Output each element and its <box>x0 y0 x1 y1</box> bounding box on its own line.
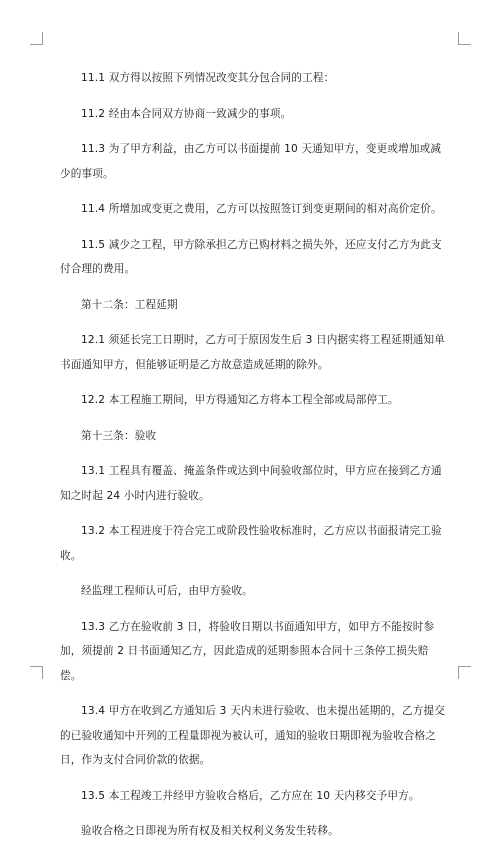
crop-mark-top-left <box>30 32 43 45</box>
clause-11-2: 11.2 经由本合同双方协商一致减少的事项。 <box>81 107 292 120</box>
article-13-heading: 第十三条：验收 <box>81 429 157 442</box>
clause-13-4: 13.4 甲方在收到乙方通知后 3 天内未进行验收、也未提出延期的，乙方提交的已验收通知中开列的工程量即视为被认可，通知的验收日期即视为验收合格之日，作为支付合同价款的依据。 <box>60 705 445 766</box>
crop-mark-bottom-right <box>458 666 471 679</box>
article-12-heading: 第十二条：工程延期 <box>81 298 178 311</box>
clause-13-5-note: 验收合格之日即视为所有权及相关权利义务发生转移。 <box>81 825 339 837</box>
clause-11-5: 11.5 减少之工程，甲方除承担乙方已购材料之损失外，还应支付乙方为此支付合理的费用。 <box>60 238 442 275</box>
document-body <box>60 66 448 855</box>
clause-12-2: 12.2 本工程施工期间，甲方得通知乙方将本工程全部或局部停工。 <box>81 394 399 406</box>
clause-11-1: 11.1 双方得以按照下列情况改变其分包合同的工程： <box>81 72 335 84</box>
clause-13-2-note: 经监理工程师认可后，由甲方验收。 <box>81 585 253 597</box>
clause-13-3: 13.3 乙方在验收前 3 日，将验收日期以书面通知甲方，如甲方不能按时参加，须提前 2 日书面通知乙方，因此造成的延期参照本合同十三条停工损失赔偿。 <box>60 620 435 682</box>
clause-13-5: 13.5 本工程竣工并经甲方验收合格后，乙方应在 10 天内移交予甲方。 <box>81 789 420 802</box>
clause-11-4: 11.4 所增加或变更之费用，乙方可以按照签订到变更期间的相对高价定价。 <box>81 203 442 215</box>
crop-mark-bottom-left <box>30 666 43 679</box>
crop-mark-top-right <box>458 32 471 45</box>
clause-13-2: 13.2 本工程进度于符合完工或阶段性验收标准时，乙方应以书面报请完工验收。 <box>60 525 442 562</box>
clause-13-1: 13.1 工程具有覆盖、掩盖条件或达到中间验收部位时，甲方应在接到乙方通知之时起 24 小时内进行验收。 <box>60 465 442 502</box>
clause-11-3: 11.3 为了甲方利益，由乙方可以书面提前 10 天通知甲方，变更或增加或减少的事项。 <box>60 143 442 180</box>
clause-12-1: 12.1 须延长完工日期时，乙方可于原因发生后 3 日内据实将工程延期通知单书面通知甲方，但能够证明是乙方故意造成延期的除外。 <box>60 334 445 371</box>
